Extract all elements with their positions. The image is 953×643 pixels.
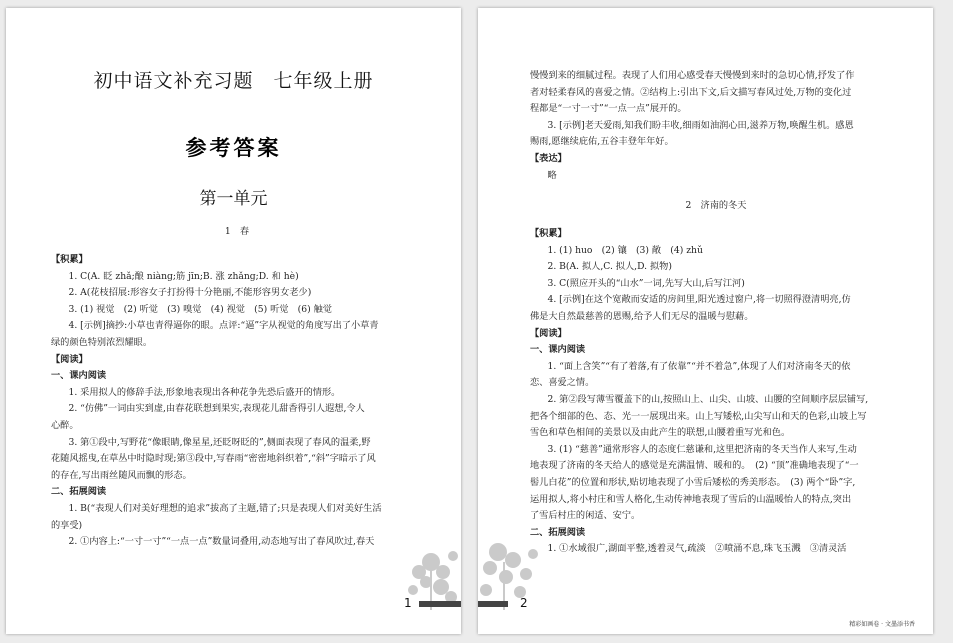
- answer-line: 1. B(“表现人们对美好理想的追求”拔高了主题,错了;只是表现人们对美好生活: [68, 502, 382, 514]
- section-heading: 【积累】: [530, 228, 567, 239]
- right-page: [478, 8, 933, 634]
- unit-heading: 第一单元: [199, 189, 268, 209]
- answer-line: 3. C(照应开头的“山水”一词,先写大山,后写江河): [547, 277, 745, 289]
- answer-line: 1. C(A. 眨 zhǎ;酿 niàng;筋 jīn;B. 涨 zhǎng;D. 和 hè): [68, 270, 299, 282]
- answer-line: 1. “面上含笑”“有了着落,有了依靠”“并不着急”,体现了人们对济南冬天的依: [547, 360, 851, 372]
- page-number-bar: [419, 601, 461, 607]
- answer-line: 者对轻柔春风的喜爱之情。②结构上:引出下文,后文描写春风过处,万物的变化过: [530, 86, 852, 98]
- answer-line: 雪色和草色相间的美景以及由此产生的联想,山腰着重写光和色。: [530, 427, 791, 439]
- book-title: 初中语文补充习题 七年级上册: [93, 70, 374, 92]
- answer-line: 的存在,写出雨丝随风而飘的形态。: [51, 469, 192, 481]
- section-heading: 一、课内阅读: [530, 344, 586, 356]
- lesson-1-title-block: [51, 224, 423, 241]
- right-bottom-text: [530, 226, 902, 558]
- answer-line: 1. ①水域很广,湖面平整,透着灵气,疏淡 ②喷涌不息,珠飞玉溅 ③清灵活: [547, 543, 847, 555]
- answer-line: 花随风摇曳,在草丛中时隐时现;第③段中,写春雨“密密地斜织着”,“斜”字暗示了风: [51, 453, 376, 465]
- answer-line: 2. B(A. 拟人,C. 拟人,D. 拟物): [547, 261, 672, 273]
- answer-line: 的享受): [51, 519, 83, 531]
- answer-line: 3. [示例]老天爱雨,知我们盼丰收,细雨如油润心田,滋养万物,唤醒生机。感恩: [547, 119, 854, 131]
- section-heading: 二、拓展阅读: [530, 526, 586, 538]
- footer-note: 精彩如画卷 · 文墨添书香: [849, 621, 915, 628]
- section-heading: 【阅读】: [51, 353, 88, 365]
- answer-line: 2. 第②段写薄雪覆盖下的山,按照山上、山尖、山坡、山腰的空间顺序层层铺写,: [547, 393, 869, 405]
- answer-line: 慢慢到来的细腻过程。表现了人们用心感受春天慢慢到来时的急切心情,抒发了作: [530, 70, 855, 81]
- answer-line: 略: [547, 169, 557, 181]
- answer-line: 佛是大自然最慈善的恩赐,给予人们无尽的温暖与慰藉。: [530, 310, 754, 322]
- page-number-bar: [478, 601, 508, 607]
- answer-line: 绿的颜色特别浓烈耀眼。: [51, 336, 153, 348]
- answer-line: 髻儿白花”的位置和形状,贴切地表现了小雪后矮松的秀美形态。 (3) 两个“卧”字,: [530, 476, 856, 488]
- section-heading: 【阅读】: [530, 327, 567, 339]
- answer-line: 运用拟人,将小村庄和雪人格化,生动传神地表现了雪后的山温暖怡人的特点,突出: [530, 493, 852, 505]
- answer-line: 心醉。: [51, 419, 79, 431]
- page-number: 2: [520, 596, 528, 610]
- left-body-text: [51, 252, 423, 551]
- lesson-title-2: 2 济南的冬天: [685, 200, 747, 211]
- section-heading: 二、拓展阅读: [51, 486, 107, 498]
- section-heading: 一、课内阅读: [51, 370, 107, 382]
- answer-line: 3. (1) 视觉 (2) 听觉 (3) 嗅觉 (4) 视觉 (5) 听觉 (6) 触觉: [68, 303, 332, 315]
- answer-line: 赐雨,愿继续庇佑,五谷丰登年年好。: [530, 136, 674, 148]
- lesson-title: 1 春: [224, 226, 250, 237]
- answer-line: 地表现了济南的冬天给人的感觉是充满温情、暖和的。 (2) “顶”准确地表现了“一: [530, 460, 859, 472]
- right-top-text: [530, 68, 902, 184]
- section-heading: 【表达】: [530, 152, 567, 164]
- answer-line: 1. 采用拟人的修辞手法,形象地表现出各种花争先恐后盛开的情形。: [68, 386, 341, 398]
- answer-line: 把各个细部的色、态、光一一展现出来。山上写矮松,山尖写山和天的色彩,山坡上写: [530, 410, 867, 422]
- answer-line: 3. 第①段中,写野花“像眼睛,像星星,还眨呀眨的”,侧面表现了春风的温柔,野: [68, 436, 371, 448]
- answer-line: 4. [示例]在这个宽敞而安适的房间里,阳光透过窗户,将一切照得澄清明亮,仿: [547, 294, 851, 306]
- answer-line: 3. (1) “慈善”通常形容人的态度仁慈谦和,这里把济南的冬天当作人来写,生动: [547, 443, 857, 455]
- answer-line: 了雪后村庄的闲适、安宁。: [530, 510, 641, 522]
- page-number: 1: [404, 596, 412, 610]
- floral-ornament-icon: [478, 532, 548, 612]
- answer-line: 2. “仿佛”一词由实到虚,由春花联想到果实,表现花儿甜香得引人遐想,令人: [68, 403, 365, 415]
- answers-heading: 参考答案: [185, 136, 282, 160]
- answer-line: 1. (1) huo (2) 镶 (3) 敞 (4) zhǔ: [547, 244, 703, 256]
- left-page: [6, 8, 461, 634]
- lesson-2-title-block: [530, 198, 902, 215]
- answer-line: 2. ①内容上:“一寸一寸”“一点一点”数量词叠用,动态地写出了春风吹过,春天: [68, 536, 375, 548]
- answer-line: 程都是“一寸一寸”“一点一点”展开的。: [530, 103, 687, 115]
- answer-line: 2. A(花枝招展:形容女子打扮得十分艳丽,不能形容男女老少): [68, 287, 312, 299]
- answer-line: 4. [示例]摘抄:小草也青得逼你的眼。点评:“逼”字从视觉的角度写出了小草青: [68, 320, 379, 332]
- answer-line: 恋、喜爱之情。: [530, 377, 595, 389]
- section-heading: 【积累】: [51, 254, 88, 265]
